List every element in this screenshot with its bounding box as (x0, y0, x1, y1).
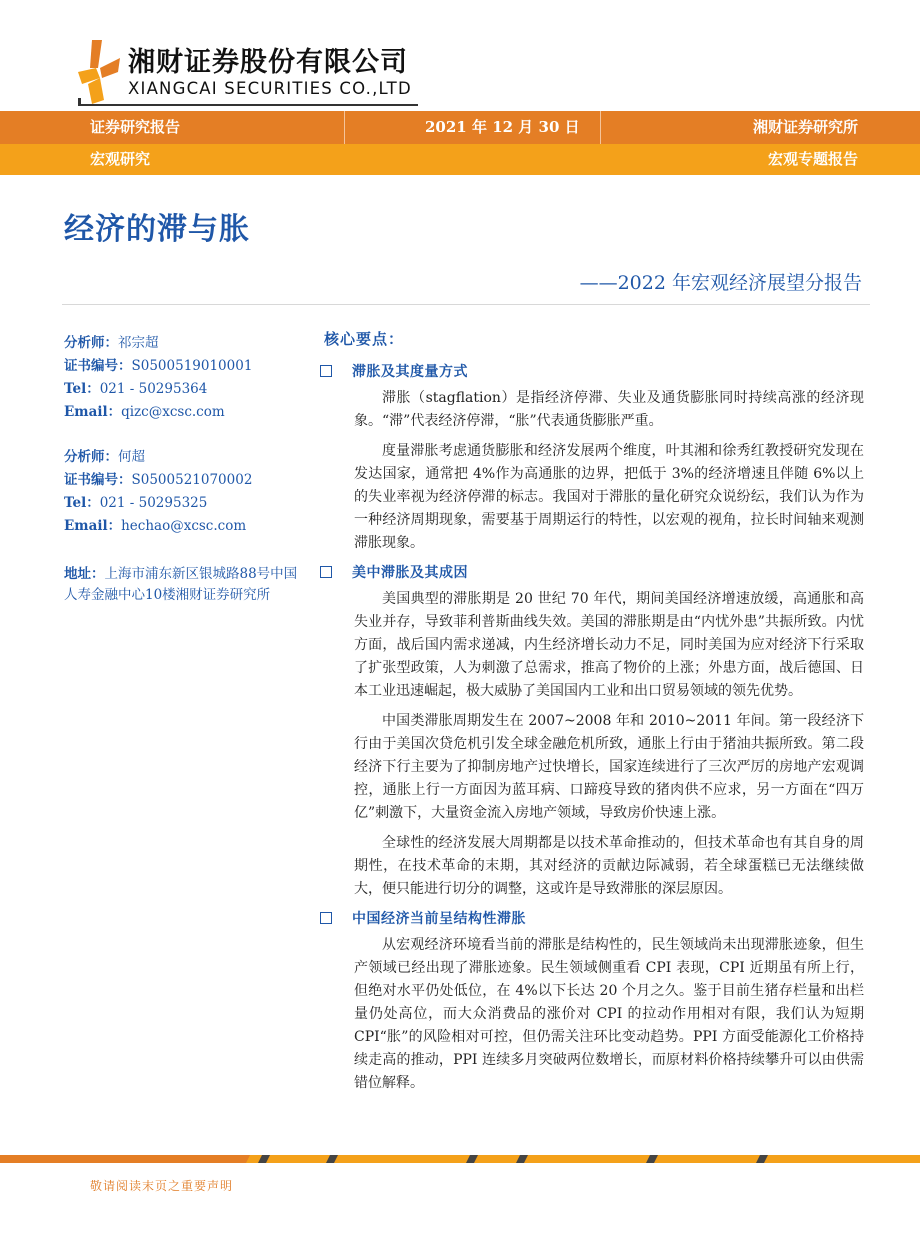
section-header (320, 908, 864, 928)
address-label: 地址： (64, 566, 105, 582)
section-title: 美中滞胀及其成因 (352, 565, 468, 581)
checkbox-bullet-icon (320, 365, 332, 377)
tel-number: 021 - 50295325 (99, 495, 208, 511)
report-category: 宏观专题报告 (767, 150, 858, 168)
company-name-cn: 湘财证券股份有限公司 (128, 47, 408, 78)
institute-name: 湘财证券研究所 (752, 118, 858, 136)
footer-stripe (0, 1155, 920, 1163)
email-link[interactable]: hechao@xcsc.com (121, 518, 247, 534)
section (324, 562, 864, 901)
analyst-card (64, 446, 252, 538)
section (324, 361, 864, 555)
paragraph: 中国类滞胀周期发生在 2007~2008 年和 2010~2011 年间。第一段经济下行由于美国次贷危机引发全球金融危机所致，通胀上行由于猪油共振所致。第二段经济下行主要为了抑制房地产过快增长，国家连续进行了三次严厉的房地产宏观调控，通胀上行一方面因为蓝耳病、口蹄疫导致的猪肉供不应求，另一方面在“四万亿”刺激下，大量资金流入房地产领域，导致房价快速上涨。 (354, 713, 864, 821)
cert-label: 证书编号： (64, 358, 132, 374)
section-title: 滞胀及其度量方式 (352, 364, 468, 380)
company-logo-icon (78, 38, 120, 106)
paragraph: 滞胀（stagflation）是指经济停滞、失业及通货膨胀同时持续高涨的经济现象。“滞”代表经济停滞，“胀”代表通货膨胀严重。 (354, 390, 864, 429)
section (324, 908, 864, 1095)
title-divider (62, 304, 870, 305)
band-divider (344, 111, 345, 144)
page-title: 经济的滞与胀 (64, 212, 250, 247)
email-label: Email： (64, 404, 122, 420)
header-divider (78, 104, 418, 106)
address-block (64, 564, 304, 606)
page-subtitle: ——2022 年宏观经济展望分报告 (579, 272, 862, 294)
paragraph: 度量滞胀考虑通货膨胀和经济发展两个维度，叶其湘和徐秀红教授研究发现在发达国家，通常把 4%作为高通胀的边界，把低于 3%的经济增速且伴随 6%以上的失业率视为经济停滞的标志。我国对于滞胀的量化研究众说纷纭，我们认为作为一种经济周期现象，需要基于周期运行的特性，以宏观的视角，拉长时间轴来观测滞胀现象。 (354, 443, 864, 551)
checkbox-bullet-icon (320, 566, 332, 578)
research-category: 宏观研究 (90, 150, 151, 168)
band-divider (600, 111, 601, 144)
paragraph: 从宏观经济环境看当前的滞胀是结构性的，民生领域尚未出现滞胀迹象，但生产领域已经出现了滞胀迹象。民生领域侧重看 CPI 表现，CPI 近期虽有所上行，但绝对水平仍处低位，在 4%以下长达 20 个月之久。鉴于目前生猪存栏量和出栏量仍处高位，而大众消费品的涨价对 CPI 的拉动作用相对有限，我们认为短期 CPI“胀”的风险相对可控，但仍需关注环比变动趋势。PPI 方面受能源化工价格持续走高的推动，PPI 连续多月突破两位数增长，而原材料价格持续攀升可以由供需错位解释。 (354, 937, 864, 1091)
analyst-name: 祁宗超 (118, 335, 159, 351)
disclaimer-note: 敬请阅读末页之重要声明 (90, 1179, 234, 1193)
tel-label: Tel： (64, 381, 100, 397)
paragraph: 全球性的经济发展大周期都是以技术革命推动的，但技术革命也有其自身的周期性，在技术革命的末期，其对经济的贡献边际减弱，若全球蛋糕已无法继续做大，便只能进行切分的调整，这或许是导致滞胀的深层原因。 (354, 835, 864, 897)
section-header (320, 361, 864, 381)
header-band-primary (0, 111, 920, 144)
report-type-label: 证券研究报告 (90, 118, 181, 136)
cert-number: S0500519010001 (131, 358, 253, 374)
analyst-card (64, 332, 252, 424)
analyst-name: 何超 (118, 449, 145, 465)
report-date: 2021 年 12 月 30 日 (425, 118, 580, 136)
analyst-name-label: 分析师： (64, 449, 118, 465)
company-name-en: XIANGCAI SECURITIES CO.,LTD (128, 79, 412, 98)
email-link[interactable]: qizc@xcsc.com (121, 404, 225, 420)
tel-number: 021 - 50295364 (99, 381, 208, 397)
analyst-name-label: 分析师： (64, 335, 118, 351)
paragraph: 美国典型的滞胀期是 20 世纪 70 年代，期间美国经济增速放缓，高通胀和高失业并存，导致菲利普斯曲线失效。美国的滞胀期是由“内忧外患”共振所致。内忧方面，战后国内需求递减，内生经济增长动力不足，同时美国为应对经济下行采取了扩张型政策，人为刺激了总需求，推高了物价的上涨；外患方面，战后德国、日本工业迅速崛起，极大威胁了美国国内工业和出口贸易领域的领先优势。 (354, 591, 864, 699)
checkbox-bullet-icon (320, 912, 332, 924)
tel-label: Tel： (64, 495, 100, 511)
address-text: 上海市浦东新区银城路88号中国人寿金融中心10楼湘财证券研究所 (64, 566, 298, 603)
main-content (324, 328, 864, 1102)
cert-label: 证书编号： (64, 472, 132, 488)
section-header (320, 562, 864, 582)
cert-number: S0500521070002 (131, 472, 253, 488)
header-band-secondary (0, 144, 920, 175)
email-label: Email： (64, 518, 122, 534)
core-points-label: 核心要点： (324, 330, 405, 348)
section-title: 中国经济当前呈结构性滞胀 (352, 911, 526, 927)
